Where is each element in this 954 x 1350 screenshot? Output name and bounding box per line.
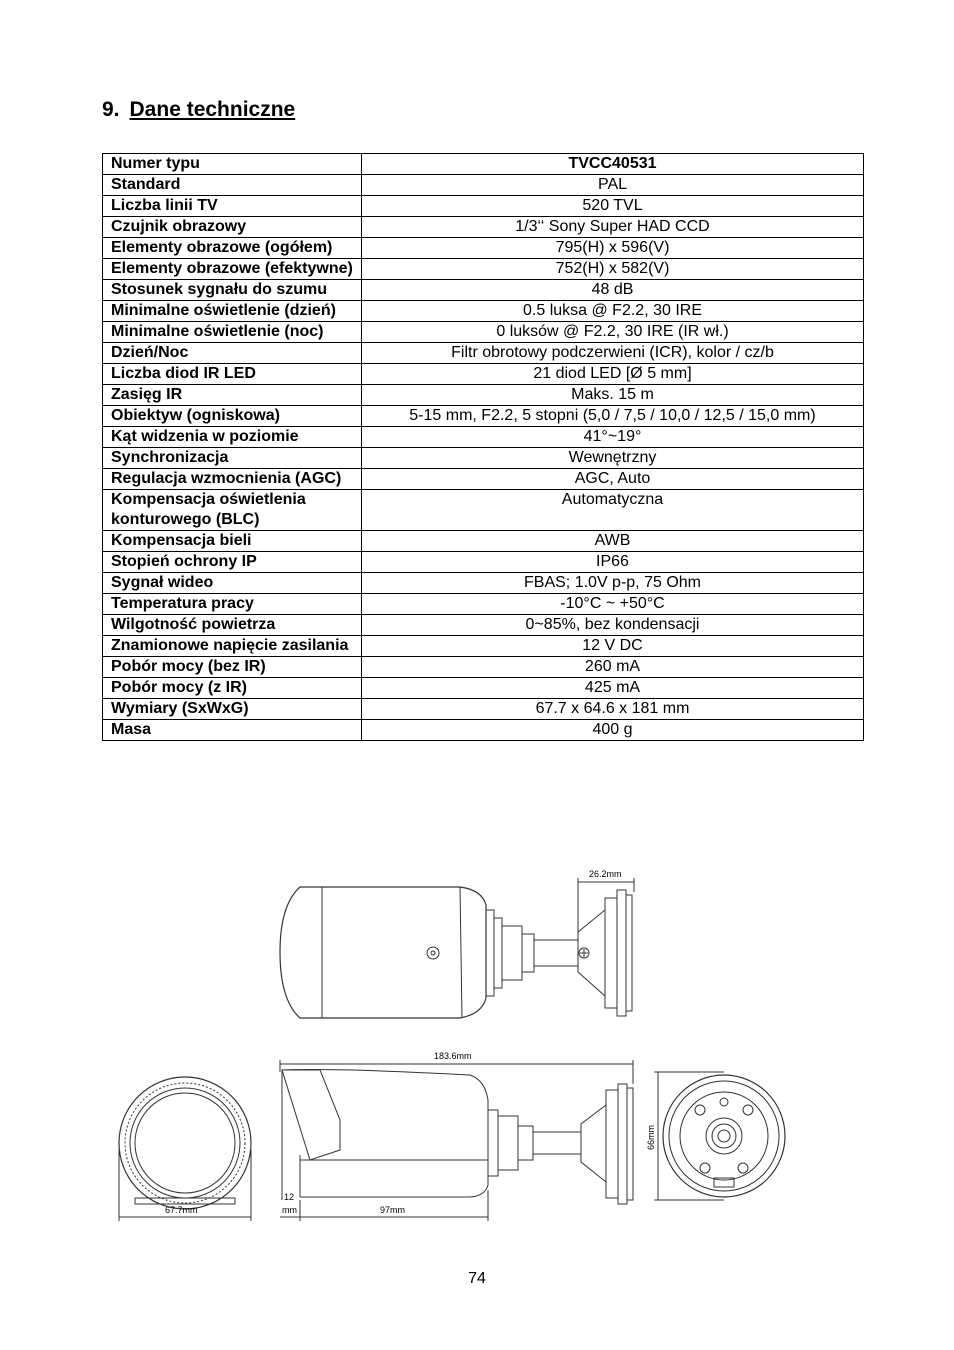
dimension-front-width-label: 67.7mm [165,1205,198,1215]
spec-value: 0~85%, bez kondensacji [362,615,864,636]
spec-value: AGC, Auto [362,469,864,490]
spec-key: Znamionowe napięcie zasilania [103,636,362,657]
spec-value: 5-15 mm, F2.2, 5 stopni (5,0 / 7,5 / 10,0 / 12,5 / 15,0 mm) [362,406,864,427]
spec-value: Filtr obrotowy podczerwieni (ICR), kolor / cz/b [362,343,864,364]
spec-value: Maks. 15 m [362,385,864,406]
spec-value: 21 diod LED [Ø 5 mm] [362,364,864,385]
dimension-total-length [280,1060,633,1084]
camera-front-view [119,1077,251,1209]
spec-key: Pobór mocy (z IR) [103,678,362,699]
spec-key: Standard [103,175,362,196]
camera-side-view [282,1070,633,1204]
spec-value: 1/3‘‘ Sony Super HAD CCD [362,217,864,238]
spec-value: 12 V DC [362,636,864,657]
spec-value: 48 dB [362,280,864,301]
spec-value: IP66 [362,552,864,573]
spec-key: Zasięg IR [103,385,362,406]
spec-value: 425 mA [362,678,864,699]
camera-rear-view [663,1075,785,1197]
spec-key: Synchronizacja [103,448,362,469]
spec-value: 0.5 luksa @ F2.2, 30 IRE [362,301,864,322]
spec-value: AWB [362,531,864,552]
spec-key: Stopień ochrony IP [103,552,362,573]
spec-key: Temperatura pracy [103,594,362,615]
spec-key: Kompensacja oświetlenia konturowego (BLC) [103,490,362,531]
spec-key: Liczba diod IR LED [103,364,362,385]
spec-value: 795(H) x 596(V) [362,238,864,259]
spec-key: Kompensacja bieli [103,531,362,552]
spec-value: 67.7 x 64.6 x 181 mm [362,699,864,720]
camera-top-view [280,887,632,1018]
spec-value: FBAS; 1.0V p-p, 75 Ohm [362,573,864,594]
spec-key: Wilgotność powietrza [103,615,362,636]
dimension-length-label: 183.6mm [434,1051,472,1061]
spec-value: -10°C ~ +50°C [362,594,864,615]
spec-key: Dzień/Noc [103,343,362,364]
spec-key: Wymiary (SxWxG) [103,699,362,720]
spec-value: Wewnętrzny [362,448,864,469]
spec-key: Czujnik obrazowy [103,217,362,238]
spec-value: 520 TVL [362,196,864,217]
spec-key: Stosunek sygnału do szumu [103,280,362,301]
spec-key: Sygnał wideo [103,573,362,594]
spec-key: Elementy obrazowe (ogółem) [103,238,362,259]
spec-key: Masa [103,720,362,741]
dimension-body-label: 97mm [380,1205,406,1215]
spec-key: Pobór mocy (bez IR) [103,657,362,678]
spec-key: Minimalne oświetlenie (noc) [103,322,362,343]
section-title: Dane techniczne [129,98,296,121]
spec-key: Liczba linii TV [103,196,362,217]
spec-key: Obiektyw (ogniskowa) [103,406,362,427]
spec-value: Automatyczna [362,490,864,531]
dimension-offset-number: 12 [284,1192,295,1202]
spec-key: Kąt widzenia w poziomie [103,427,362,448]
section-number: 9. [102,98,120,121]
spec-value: TVCC40531 [362,154,864,175]
spec-value: 41°~19° [362,427,864,448]
dimension-bracket-label: 26.2mm [589,869,622,879]
spec-key: Elementy obrazowe (efektywne) [103,259,362,280]
spec-key: Numer typu [103,154,362,175]
spec-value: 400 g [362,720,864,741]
spec-value: PAL [362,175,864,196]
spec-value: 752(H) x 582(V) [362,259,864,280]
dimension-height-label: 66mm [646,1124,656,1150]
page-number: 74 [468,1270,486,1287]
dimension-offset-unit: mm [282,1205,297,1215]
spec-key: Regulacja wzmocnienia (AGC) [103,469,362,490]
spec-value: 260 mA [362,657,864,678]
spec-value: 0 luksów @ F2.2, 30 IRE (IR wł.) [362,322,864,343]
spec-key: Minimalne oświetlenie (dzień) [103,301,362,322]
